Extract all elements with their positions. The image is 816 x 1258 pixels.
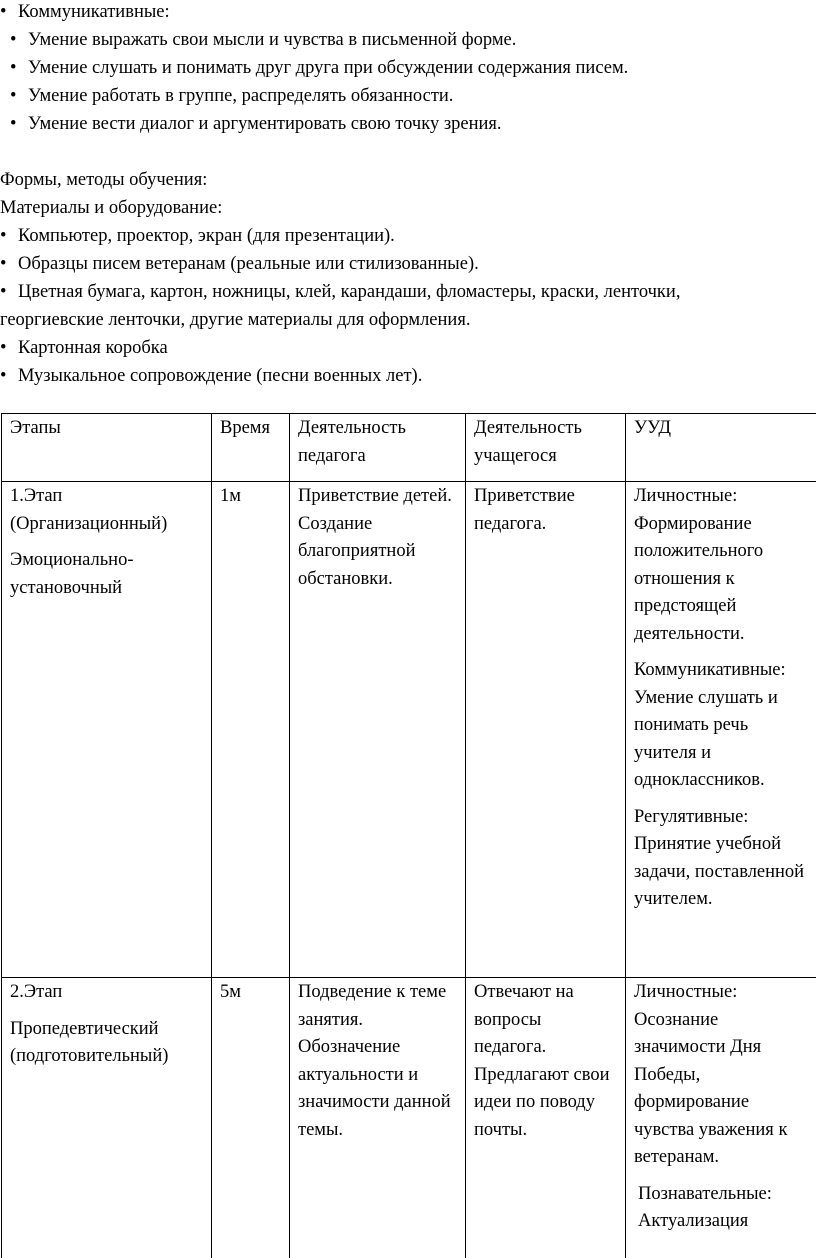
communicative-title-line [0,1,170,23]
materials-item-text: Цветная бумага, картон, ножницы, клей, карандаши, фломастеры, краски, ленточки, [18,282,680,302]
time-cell: 5м [212,978,290,1258]
materials-label: Материалы и оборудование: [0,197,222,219]
bullet: • [0,365,18,387]
communicative-item-text: Умение вести диалог и аргументировать свою точку зрения. [28,114,502,134]
stage-title: 2.Этап [10,979,203,1007]
communicative-title: Коммуникативные: [18,2,170,22]
time-cell: 1м [212,482,290,978]
bullet: • [0,1,18,23]
bullet: • [10,57,28,79]
communicative-item-text: Умение выражать свои мысли и чувства в письменной форме. [28,30,516,50]
stage-cell [2,482,212,978]
bullet: • [10,29,28,51]
communicative-item-text: Умение работать в группе, распределять обязанности. [28,86,453,106]
materials-item [0,365,422,387]
table-row [2,482,816,978]
communicative-item-text: Умение слушать и понимать друг друга при обсуждении содержания писем. [28,58,628,78]
uud-cell [626,482,816,978]
uud-cell [626,978,816,1258]
uud-cognitive: Познавательные: Актуализация [634,1181,808,1236]
forms-label: Формы, методы обучения: [0,169,207,191]
bullet: • [10,85,28,107]
communicative-item [10,29,516,51]
stage-subtitle: Пропедевтический (подготовительный) [10,1016,203,1071]
communicative-item [10,85,453,107]
table-header-row [2,414,816,482]
student-activity-cell: Отвечают на вопросы педагога. Предлагают свои идеи по поводу почты. [466,978,626,1258]
communicative-item [10,113,502,135]
bullet: • [0,281,18,303]
materials-item-text: Образцы писем ветеранам (реальные или стилизованные). [18,254,479,274]
materials-item-text: Картонная коробка [18,338,168,358]
communicative-item [10,57,628,79]
bullet: • [0,253,18,275]
table-row [2,978,816,1258]
materials-item-text: Музыкальное сопровождение (песни военных лет). [18,366,422,386]
header-time: Время [212,414,290,482]
lesson-plan-table [1,413,816,1258]
header-stages: Этапы [2,414,212,482]
uud-communicative: Коммуникативные: Умение слушать и понимать речь учителя и одноклассников. [634,657,808,795]
materials-item-text: Компьютер, проектор, экран (для презентации). [18,226,395,246]
stage-cell [2,978,212,1258]
materials-item [0,253,479,275]
teacher-activity-cell: Подведение к теме занятия. Обозначение актуальности и значимости данной темы. [290,978,466,1258]
header-uud: УУД [626,414,816,482]
stage-subtitle: Эмоционально-установочный [10,547,203,602]
uud-personal: Личностные: Формирование положительного отношения к предстоящей деятельности. [634,483,808,648]
materials-item [0,225,395,247]
uud-regulatory: Регулятивные: Принятие учебной задачи, поставленной учителем. [634,804,808,914]
materials-item [0,337,168,359]
stage-title: 1.Этап (Организационный) [10,483,203,538]
student-activity-cell: Приветствие педагога. [466,482,626,978]
bullet: • [0,225,18,247]
bullet: • [0,337,18,359]
materials-item-continuation: георгиевские ленточки, другие материалы для оформления. [0,309,470,331]
teacher-activity-cell: Приветствие детей. Создание благоприятной обстановки. [290,482,466,978]
bullet: • [10,113,28,135]
header-teacher-activity: Деятельность педагога [290,414,466,482]
header-student-activity: Деятельность учащегося [466,414,626,482]
uud-personal: Личностные: Осознание значимости Дня Победы, формирование чувства уважения к ветеранам. [634,979,808,1172]
materials-item [0,281,680,303]
